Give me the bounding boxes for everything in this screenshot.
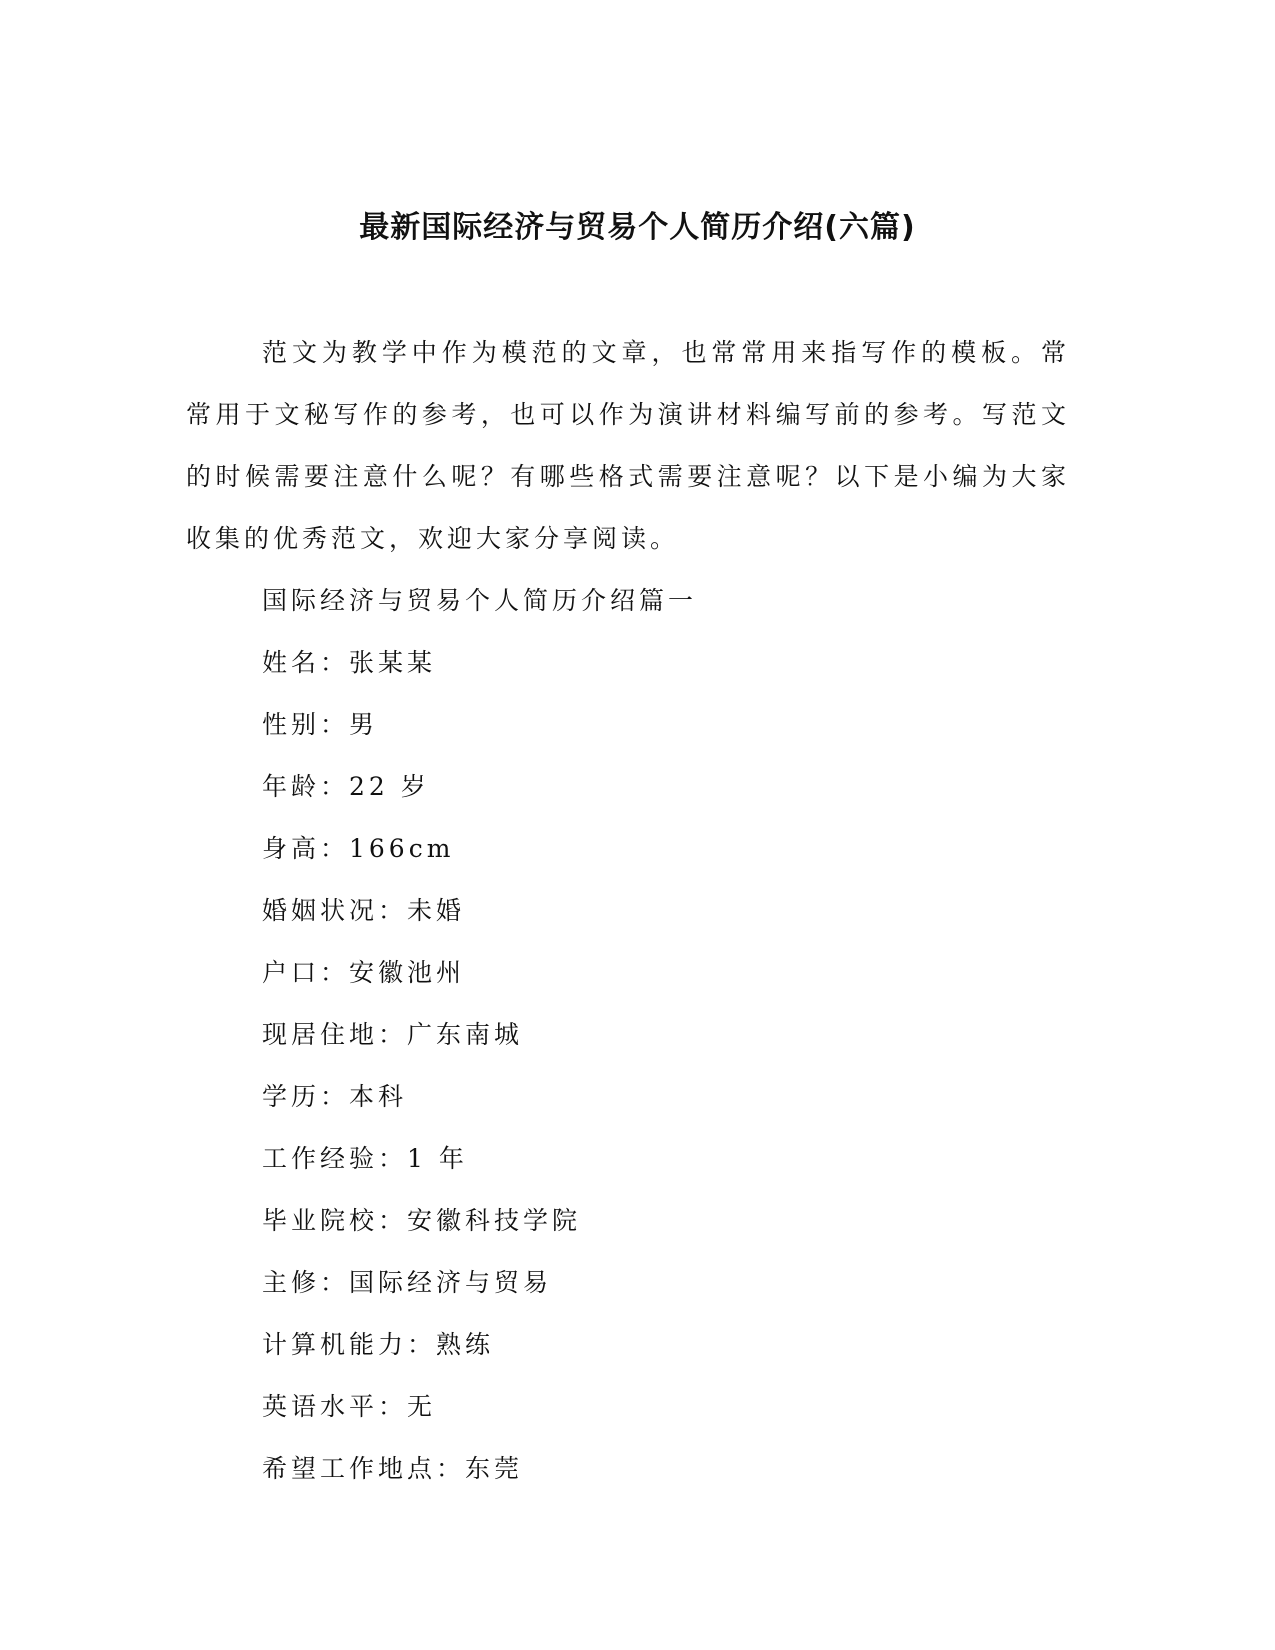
field-gender: 性别：男 bbox=[262, 710, 379, 739]
field-work-experience: 工作经验：1 年 bbox=[262, 1144, 468, 1173]
field-hukou: 户口：安徽池州 bbox=[262, 958, 466, 987]
field-age: 年龄：22 岁 bbox=[262, 772, 430, 801]
intro-paragraph: 范文为教学中作为模范的文章，也常常用来指写作的模板。常常用于文秘写作的参考，也可以作为演讲材料编写前的参考。写范文的时候需要注意什么呢？有哪些格式需要注意呢？以下是小编为大家收集的优秀范文，欢迎大家分享阅读。 bbox=[186, 338, 1070, 553]
field-english-level: 英语水平：无 bbox=[262, 1392, 437, 1421]
field-computer-skills: 计算机能力：熟练 bbox=[262, 1330, 495, 1359]
field-height: 身高：166cm bbox=[262, 834, 455, 863]
field-major: 主修：国际经济与贸易 bbox=[262, 1268, 553, 1297]
field-current-residence: 现居住地：广东南城 bbox=[262, 1020, 524, 1049]
field-graduate-school: 毕业院校：安徽科技学院 bbox=[262, 1206, 582, 1235]
field-name: 姓名：张某某 bbox=[262, 648, 437, 677]
document-title: 最新国际经济与贸易个人简历介绍(六篇) bbox=[359, 210, 916, 245]
field-marital-status: 婚姻状况：未婚 bbox=[262, 896, 466, 925]
field-education: 学历：本科 bbox=[262, 1082, 408, 1111]
field-preferred-location: 希望工作地点：东莞 bbox=[262, 1454, 524, 1483]
section-heading: 国际经济与贸易个人简历介绍篇一 bbox=[262, 586, 698, 615]
resume-lines bbox=[262, 570, 1062, 1500]
